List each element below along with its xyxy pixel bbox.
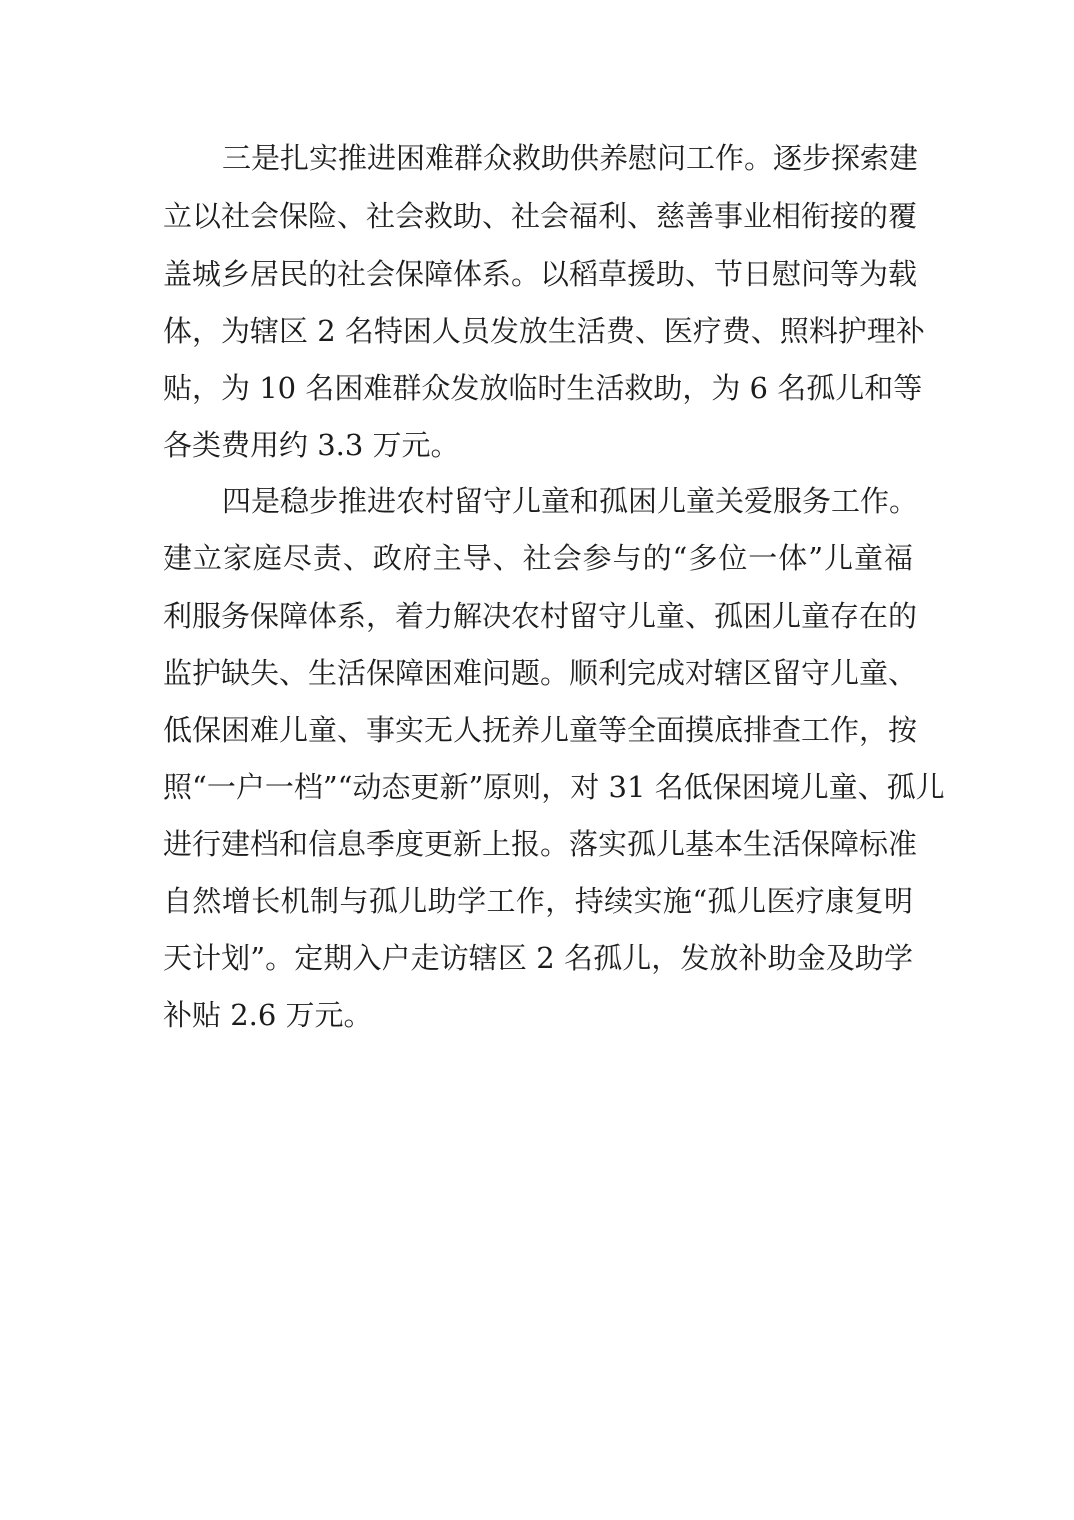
paragraph-line: 低保困难儿童、事实无人抚养儿童等全面摸底排查工作，按 [163,713,918,747]
paragraph-line: 自然增长机制与孤儿助学工作，持续实施“孤儿医疗康复明 [163,884,913,918]
paragraph-line: 立以社会保险、社会救助、社会福利、慈善事业相衔接的覆 [163,199,918,233]
paragraph-line: 照“一户一档”“动态更新”原则，对 31 名低保困境儿童、孤儿 [163,770,945,804]
paragraph-line: 天计划”。定期入户走访辖区 2 名孤儿，发放补助金及助学 [163,941,913,975]
paragraph-line: 盖城乡居民的社会保障体系。以稻草援助、节日慰问等为载 [163,257,918,291]
paragraph-line: 建立家庭尽责、政府主导、社会参与的“多位一体”儿童福 [163,541,913,575]
paragraph-line: 四是稳步推进农村留守儿童和孤困儿童关爱服务工作。 [222,484,919,518]
paragraph-line: 进行建档和信息季度更新上报。落实孤儿基本生活保障标准 [163,827,918,861]
paragraph-line: 贴，为 10 名困难群众发放临时生活救助，为 6 名孤儿和等 [163,371,923,405]
paragraph-line: 补贴 2.6 万元。 [163,998,373,1032]
paragraph-line: 三是扎实推进困难群众救助供养慰问工作。逐步探索建 [222,141,919,175]
paragraph-line: 监护缺失、生活保障困难问题。顺利完成对辖区留守儿童、 [163,656,918,690]
paragraph-line: 利服务保障体系，着力解决农村留守儿童、孤困儿童存在的 [163,599,918,633]
paragraph-line: 体，为辖区 2 名特困人员发放生活费、医疗费、照料护理补 [163,314,925,348]
paragraph-line: 各类费用约 3.3 万元。 [163,428,460,462]
